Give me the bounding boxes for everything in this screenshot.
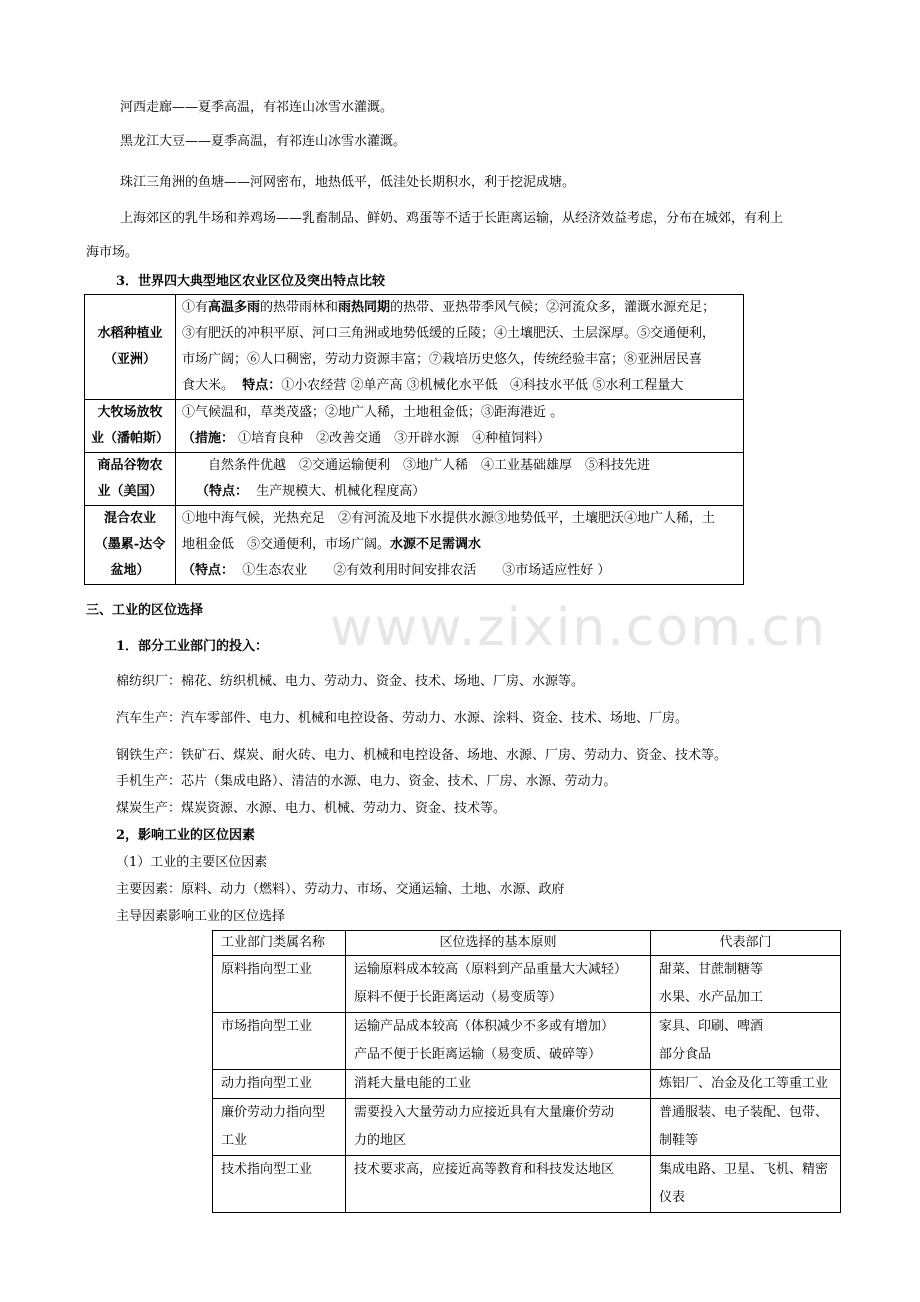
cell-line: 技术指向型工业 [221,1162,313,1177]
table-cell-type [213,1013,346,1070]
row-header [85,295,176,400]
row-header-line: （墨累-达令 [94,537,166,552]
section-title: 3．世界四大典型地区农业区位及突出特点比较 [116,274,386,289]
table-cell-principle [346,956,651,1013]
row-content [176,506,744,585]
table-cell-type [213,1070,346,1099]
row-header-line: 盆地） [110,563,150,578]
table-cell-principle [346,1156,651,1213]
cell-line: 需要投入大量劳动力应接近具有大量廉价劳动 [354,1105,615,1120]
cell-line: 制鞋等 [659,1133,699,1148]
table-row [213,956,841,1013]
content-line: （特点： 生产规模大、机械化程度高） [196,484,426,499]
table-cell-examples [651,956,841,1013]
cell-line: 技术要求高，应接近高等教育和科技发达地区 [354,1162,615,1177]
table-cell-principle [346,1013,651,1070]
cell-line: 原料不便于长距离运动（易变质等） [354,990,563,1005]
table-row [213,1070,841,1099]
row-header-line: 业（潘帕斯） [90,431,169,446]
subsection-title: 2，影响工业的区位因素 [116,828,256,843]
content-line: 自然条件优越 ②交通运输便利 ③地广人稀 ④工业基础雄厚 ⑤科技先进 [208,458,651,473]
table-row [85,295,744,400]
industry-location-table [212,930,841,1213]
cell-line: 集成电路、卫星、飞机、精密 [659,1162,829,1177]
content-line: ①有高温多雨的热带雨林和雨热同期的热带、亚热带季风气候；②河流众多，灌溉水源充足； [182,300,716,315]
table-cell-examples [651,1156,841,1213]
table-cell-examples [651,1070,841,1099]
cell-line: 家具、印刷、啤酒 [659,1019,764,1034]
subsection-subtitle: （1）工业的主要区位因素 [116,855,268,870]
intro-line: 海市场。 [86,245,139,260]
intro-line: 黑龙江大豆——夏季高温，有祁连山冰雪水灌溉。 [120,134,407,149]
cell-line: 运输原料成本较高（原料到产品重量大大减轻） [354,962,628,977]
column-header: 工业部门类属名称 [213,931,346,956]
table-row [85,400,744,453]
table-row [85,453,744,506]
row-header-line: 商品谷物农 [97,458,163,473]
row-header-line: （亚洲） [103,352,156,367]
content-line: ③有肥沃的冲积平原、河口三角洲或地势低缓的丘陵；④土壤肥沃、土层深厚。⑤交通便利， [182,326,716,341]
cell-line: 原料指向型工业 [221,962,313,977]
column-header: 代表部门 [651,931,841,956]
table-row [213,1156,841,1213]
table-cell-type [213,1156,346,1213]
cell-line: 工业 [221,1133,248,1148]
cell-line: 动力指向型工业 [221,1076,313,1091]
cell-line: 廉价劳动力指向型 [221,1105,326,1120]
cell-line: 水果、水产品加工 [659,990,764,1005]
agriculture-table [84,294,744,585]
intro-line: 珠江三角洲的鱼塘——河网密布，地热低平，低洼处长期积水，利于挖泥成塘。 [120,175,576,190]
content-line: （措施： ①培育良种 ②改善交通 ③开辟水源 ④种植饲料） [182,431,551,446]
content-line: 市场广阔；⑥人口稠密，劳动力资源丰富；⑦栽培历史悠久，传统经验丰富；⑧亚洲居民喜 [182,352,703,367]
subsection-title: 1．部分工业部门的投入： [116,639,269,654]
table-row [213,1099,841,1156]
input-line: 煤炭生产：煤炭资源、水源、电力、机械、劳动力、资金、技术等。 [116,801,507,816]
cell-line: 力的地区 [354,1133,407,1148]
cell-line: 普通服装、电子装配、包带、 [659,1105,829,1120]
intro-line: 河西走廊——夏季高温，有祁连山冰雪水灌溉。 [120,100,394,115]
row-header [85,453,176,506]
table-header-row [213,931,841,956]
row-content [176,453,744,506]
table-cell-examples [651,1013,841,1070]
table-cell-principle [346,1099,651,1156]
watermark: www.zixin.com.cn [330,598,827,658]
content-line: 食大米。 特点：①小农经营 ②单产高 ③机械化水平低 ④科技水平低 ⑤水利工程量大 [182,378,684,393]
cell-line: 甜菜、甘蔗制糖等 [659,962,764,977]
cell-line: 炼铝厂、冶金及化工等重工业 [659,1076,829,1091]
cell-line: 产品不便于长距离运输（易变质、破碎等） [354,1047,602,1062]
input-line: 汽车生产：汽车零部件、电力、机械和电控设备、劳动力、水源、涂料、资金、技术、场地、厂房。 [116,711,689,726]
row-header-line: 大牧场放牧 [97,405,163,420]
column-header: 区位选择的基本原则 [346,931,651,956]
content-line: ①气候温和，草类茂盛；②地广人稀，土地租金低；③距海港近 。 [182,405,564,420]
part-title: 三、工业的区位选择 [86,603,204,618]
row-content [176,295,744,400]
table-cell-type [213,956,346,1013]
row-header [85,506,176,585]
input-line: 钢铁生产：铁矿石、煤炭、耐火砖、电力、机械和电控设备、场地、水源、厂房、劳动力、资金、技术等。 [116,748,728,763]
table-row [85,506,744,585]
content-line: ①地中海气候，光热充足 ②有河流及地下水提供水源③地势低平，土壤肥沃④地广人稀，土 [182,511,716,526]
input-line: 手机生产：芯片（集成电路）、清洁的水源、电力、资金、技术、厂房、水源、劳动力。 [116,774,617,789]
input-line: 棉纺织厂：棉花、纺织机械、电力、劳动力、资金、技术、场地、厂房、水源等。 [116,674,585,689]
row-header-line: 混合农业 [103,511,156,526]
cell-line: 市场指向型工业 [221,1019,313,1034]
content-line: （特点： ①生态农业 ②有效利用时间安排农活 ③市场适应性好 ） [182,563,611,578]
table-row [213,1013,841,1070]
row-header-line: 业（美国） [97,484,163,499]
table-cell-examples [651,1099,841,1156]
cell-line: 运输产品成本较高（体积减少不多或有增加） [354,1019,615,1034]
cell-line: 消耗大量电能的工业 [354,1076,472,1091]
row-header [85,400,176,453]
main-factors: 主要因素：原料、动力（燃料）、劳动力、市场、交通运输、土地、水源、政府 [116,882,565,897]
table-cell-type [213,1099,346,1156]
cell-line: 部分食品 [659,1047,712,1062]
intro-line: 上海郊区的乳牛场和养鸡场——乳畜制品、鲜奶、鸡蛋等不适于长距离运输，从经济效益考虑，分布在城郊，有利上 [120,211,784,226]
row-header-line: 水稻种植业 [97,326,163,341]
content-line: 地租金低 ⑤交通便利，市场广阔。水源不足需调水 [182,537,482,552]
row-content [176,400,744,453]
table-cell-principle [346,1070,651,1099]
cell-line: 仪表 [659,1190,686,1205]
dominant-factor-caption: 主导因素影响工业的区位选择 [116,909,286,924]
